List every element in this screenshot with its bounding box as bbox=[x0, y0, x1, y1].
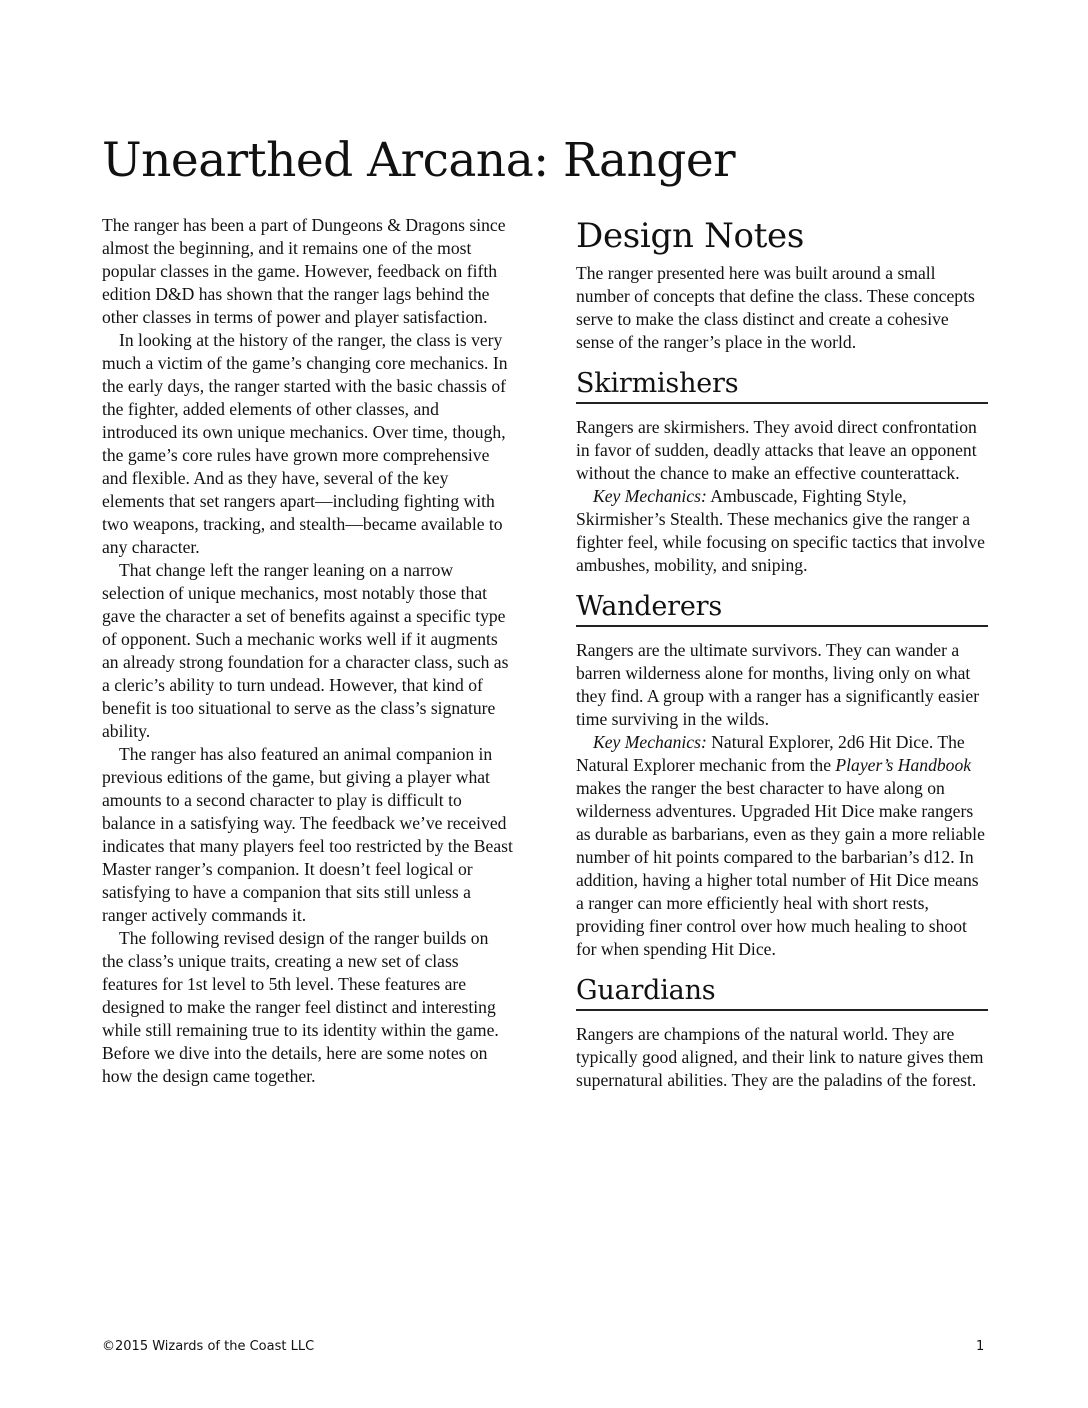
intro-paragraph-2: In looking at the history of the ranger, the class is very much a victim of the game’s changing core mechanics. In the early days, the ranger started with the basic chassis of the fighter, added elements of other classes, and introduced its own unique mechanics. Over time, though, the game’s core rules have grown more comprehensive and flexible. And as they have, several of the key elements that set rangers apart—including fighting with two weapons, tracking, and stealth—became available to any character. bbox=[102, 330, 508, 557]
intro-paragraph-1: The ranger has been a part of Dungeons & Dragons since almost the beginning, and it remains one of the most popular classes in the game. However, feedback on fifth edition D&D has shown that the ranger lags behind the other classes in terms of power and player satisfaction. bbox=[102, 215, 506, 327]
footer-copyright: ©2015 Wizards of the Coast LLC bbox=[102, 1339, 315, 1354]
guardians-heading: Guardians bbox=[576, 973, 988, 1011]
design-notes-heading: Design Notes bbox=[576, 216, 805, 256]
key-mechanics-label: Key Mechanics: bbox=[593, 732, 707, 752]
left-column bbox=[102, 214, 514, 1088]
wanderers-mechanics-text-a: Natural Explorer, 2d6 Hit Dice. The Natural Explorer mechanic from the bbox=[576, 732, 965, 775]
skirmishers-paragraph-1: Rangers are skirmishers. They avoid direct confrontation in favor of sudden, deadly attacks that leave an opponent without the chance to make an effective counterattack. bbox=[576, 417, 977, 483]
skirmishers-paragraph-2 bbox=[576, 485, 988, 577]
skirmishers-mechanics-text: Ambuscade, Fighting Style, Skirmisher’s Stealth. These mechanics give the ranger a fighter feel, while focusing on specific tactics that involve ambushes, mobility, and sniping. bbox=[576, 486, 985, 575]
guardians-paragraph-1: Rangers are champions of the natural world. They are typically good aligned, and their link to nature gives them supernatural abilities. They are the paladins of the forest. bbox=[576, 1024, 984, 1090]
wanderers-paragraph-2 bbox=[576, 731, 988, 961]
intro-paragraph-4: The ranger has also featured an animal companion in previous editions of the game, but giving a player what amounts to a second character to play is difficult to balance in a satisfying way. The feedback we’ve received indicates that many players feel too restricted by the Beast Master ranger’s companion. It doesn’t feel logical or satisfying to have a companion that sits still unless a ranger actively commands it. bbox=[102, 744, 513, 925]
book-title: Player’s Handbook bbox=[835, 755, 972, 775]
right-column bbox=[576, 212, 988, 1092]
design-notes-text: The ranger presented here was built around a small number of concepts that define the class. These concepts serve to make the class distinct and create a cohesive sense of the ranger’s place in the world. bbox=[576, 263, 975, 352]
wanderers-mechanics-text-b: makes the ranger the best character to have along on wilderness adventures. Upgraded Hit Dice make rangers as durable as barbarians, even as they gain a more reliable number of hit points compared to the barbarian’s d12. In addition, having a higher total number of Hit Dice means a ranger can more efficiently heal with short rests, providing finer control over how much healing to shoot for when spending Hit Dice. bbox=[576, 778, 985, 959]
intro-paragraph-3: That change left the ranger leaning on a narrow selection of unique mechanics, most notably those that gave the character a set of benefits against a specific type of opponent. Such a mechanic works well if it augments an already strong foundation for a character class, such as a cleric’s ability to turn undead. However, that kind of benefit is too situational to serve as the class’s signature ability. bbox=[102, 560, 509, 741]
key-mechanics-label: Key Mechanics: bbox=[593, 486, 707, 506]
wanderers-paragraph-1: Rangers are the ultimate survivors. They can wander a barren wilderness alone for months, living only on what they find. A group with a ranger has a significantly easier time surviving in the wilds. bbox=[576, 640, 980, 729]
intro-paragraph-5: The following revised design of the ranger builds on the class’s unique traits, creating a new set of class features for 1st level to 5th level. These features are designed to make the ranger feel distinct and interesting while still remaining true to its identity within the game. Before we dive into the details, here are some notes on how the design came together. bbox=[102, 928, 499, 1086]
skirmishers-heading: Skirmishers bbox=[576, 366, 988, 404]
page-title: Unearthed Arcana: Ranger bbox=[102, 133, 736, 188]
page-number: 1 bbox=[976, 1339, 985, 1354]
wanderers-heading: Wanderers bbox=[576, 589, 988, 627]
